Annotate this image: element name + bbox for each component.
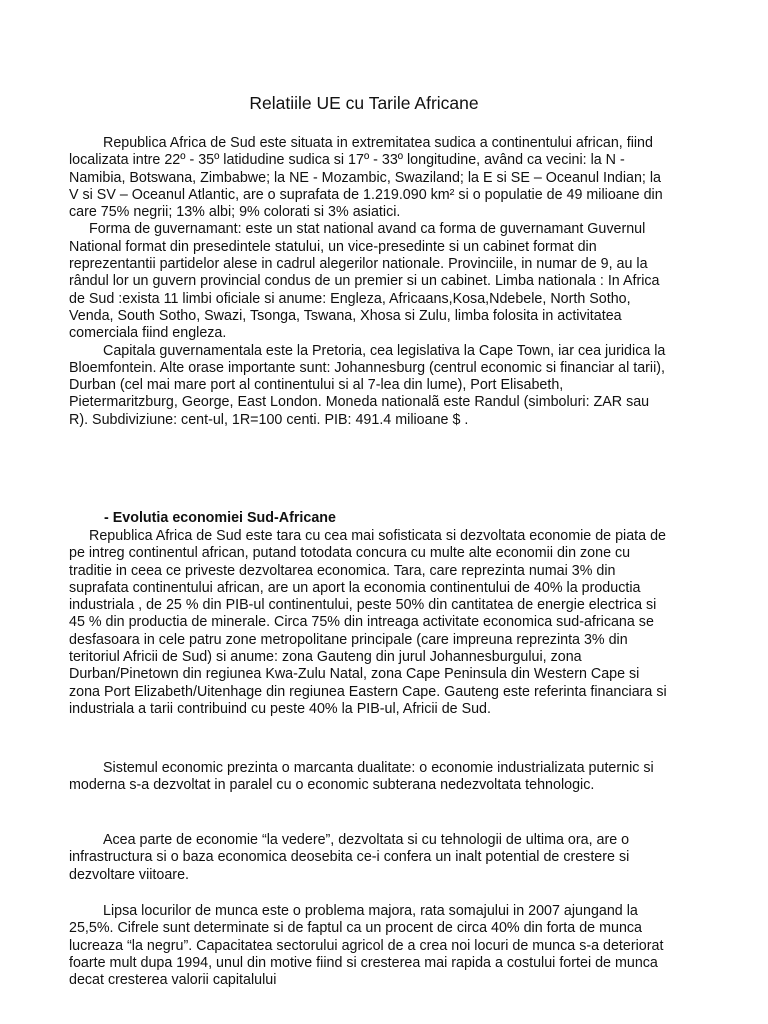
document-title: Relatiile UE cu Tarile Africane [249,93,479,113]
paragraph-economy-overview: Republica Africa de Sud este tara cu cea mai sofisticata si dezvoltata economie de piata de pe intreg continentul african, putand totodata concura cu multe alte economii din zone cu traditie in ceea ce priveste dezvoltarea economica. Tara, care reprezinta numai 3% din suprafata continentului african, are un aport la economia continentului de 40% la productia industriala , de 25 % din PIB-ul continentului, peste 50% din cantitatea de energie electrica si 45 % din productia de minerale. Circa 75% din intreaga activitate economica sud-africana se desfasoara in cele patru zone metropolitane principale (care impreuna reprezinta 3% din teritoriul Africii de Sud) si anume: zona Gauteng din jurul Johannesburgului, zona Durban/Pinetown din regiunea Kwa-Zulu Natal, zona Cape Peninsula din Western Cape si zona Port Elizabeth/Uitenhage din regiunea Eastern Cape. Gauteng este referinta financiara si industriala a tarii contribuind cu peste 40% la PIB-ul, Africii de Sud. [69,528,667,717]
paragraph-government: Forma de guvernamant: este un stat national avand ca forma de guvernamant Guvernul National format din presedintele statului, un vice-presedinte si un cabinet format din reprezentantii partidelor alese in cadrul alegerilor nationale. Provinciile, in numar de 9, au la rândul lor un guvern provincial condus de un premier si un cabinet. Limba nationala : In Africa de Sud :exista 11 limbi oficiale si anume: Engleza, Africaans,Kosa,Ndebele, North Sotho, Venda, South Sotho, Swazi, Tsonga, Tswana, Xhosa si Zulu, limba folosita in activitatea comerciala fiind engleza. [69,221,660,342]
section-economy [69,528,669,718]
section-visible-economy [69,832,669,884]
section-south-africa-overview [69,135,669,429]
paragraph-geography: Republica Africa de Sud este situata in extremitatea sudica a continentului african, fiind localizata intre 22º - 35º latidudine sudica si 17º - 33º longitudine, având ca vecini: la N - Namibia, Botswana, Zimbabwe; la NE - Mozambic, Swaziland; la E si SE – Oceanul Indian; la V si SV – Oceanul Atlantic, are o suprafata de 1.219.090 km² si o populatie de 49 milioane din care 75% negrii; 13% albi; 9% colorati si 3% asiatici. [69,135,663,221]
section-unemployment [69,903,669,989]
paragraph-visible-economy: Acea parte de economie “la vedere”, dezvoltata si cu tehnologii de ultima ora, are o infrastructura si o baza economica deosebita ce-i confera un inalt potential de crestere si dezvoltare viitoare. [69,832,630,883]
paragraph-unemployment: Lipsa locurilor de munca este o problema majora, rata somajului in 2007 ajungand la 25,5%. Cifrele sunt determinate si de faptul ca un procent de circa 40% din forta de munca lucreaza “la negru”. Capacitatea sectorului agricol de a crea noi locuri de munca s-a deteriorat foarte mult dupa 1994, unul din motive fiind si cresterea mai rapida a costului fortei de munca decat cresterea valorii capitalului [69,903,664,989]
section-heading-economy: - Evolutia economiei Sud-Africane [104,510,336,526]
paragraph-economic-duality: Sistemul economic prezinta o marcanta dualitate: o economie industrializata puternic si moderna s-a dezvoltat in paralel cu o economic subterana nedezvoltata tehnologic. [69,760,654,794]
section-economy-duality [69,760,669,795]
paragraph-capitals: Capitala guvernamentala este la Pretoria, cea legislativa la Cape Town, iar cea juridica la Bloemfontein. Alte orase importante sunt: Johannesburg (centrul economic si financiar al tarii), Durban (cel mai mare port al continentului si al 7-lea din lume), Port Elisabeth, Pietermaritzburg, George, East London. Moneda nationalã este Randul (simboluri: ZAR sau R). Subdiviziune: cent-ul, 1R=100 centi. PIB: 491.4 milioane $ . [69,342,666,428]
